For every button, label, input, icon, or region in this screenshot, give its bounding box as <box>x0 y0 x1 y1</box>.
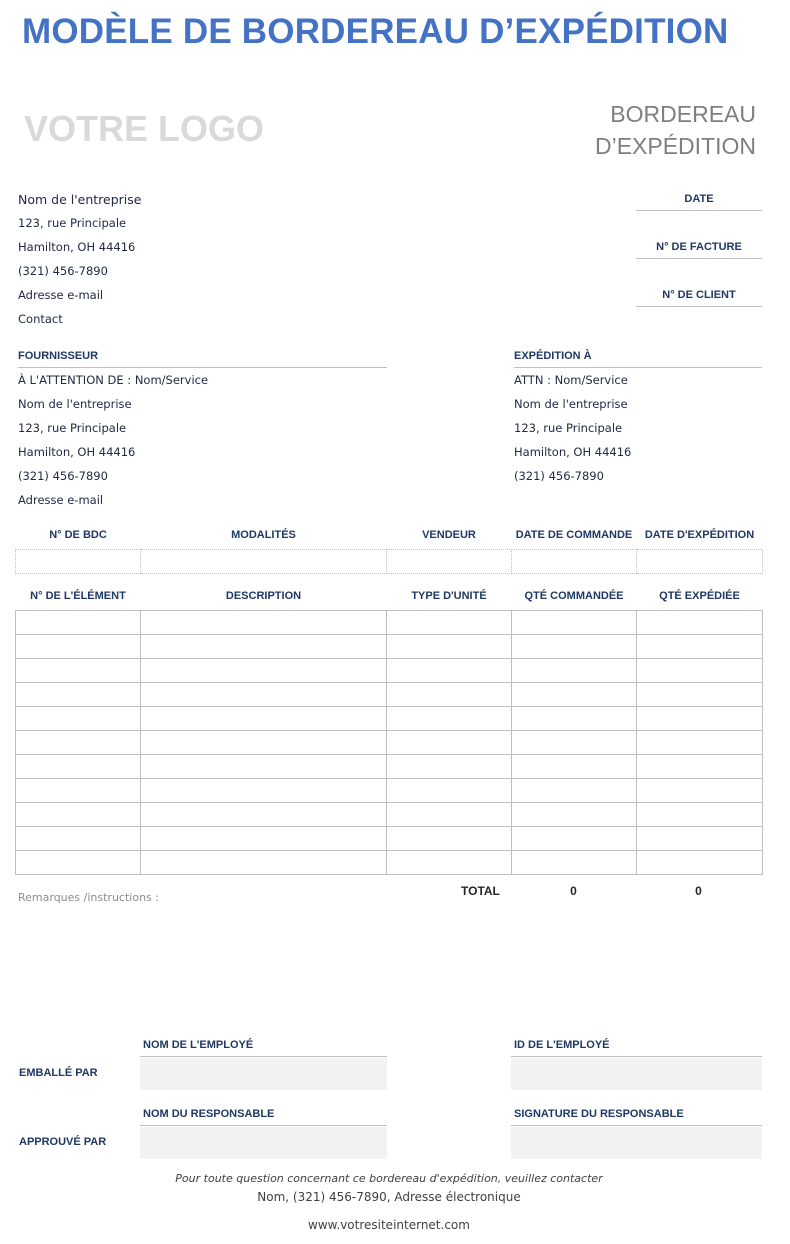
description-cell[interactable] <box>141 730 387 754</box>
total-qty-ordered: 0 <box>570 884 577 898</box>
remarks-label: Remarques /instructions : <box>18 891 159 904</box>
date-field[interactable] <box>636 193 762 211</box>
invoice-number-field[interactable] <box>636 241 762 259</box>
qty-ordered-cell[interactable] <box>512 730 637 754</box>
order-info-row <box>16 549 763 573</box>
approved-by-label: APPROUVÉ PAR <box>19 1136 107 1148</box>
sender-street[interactable]: 123, rue Principale <box>18 216 127 230</box>
order-date-cell[interactable] <box>512 549 637 573</box>
item-number-cell[interactable] <box>16 850 141 874</box>
document-title-line2: D’EXPÉDITION <box>594 133 756 159</box>
sender-email[interactable]: Adresse e-mail <box>18 288 104 302</box>
supplier-email[interactable]: Adresse e-mail <box>18 493 104 507</box>
unit-type-cell[interactable] <box>387 682 512 706</box>
header-item-number: N° DE L'ÉLÉMENT <box>30 590 126 602</box>
qty-ordered-cell[interactable] <box>512 658 637 682</box>
table-row <box>16 658 763 682</box>
manager-name-heading: NOM DU RESPONSABLE <box>140 1108 387 1126</box>
ship-to-heading: EXPÉDITION À <box>514 350 762 368</box>
qty-shipped-cell[interactable] <box>637 682 763 706</box>
header-qty-shipped: QTÉ EXPÉDIÉE <box>659 590 740 602</box>
qty-shipped-cell[interactable] <box>637 778 763 802</box>
description-cell[interactable] <box>141 850 387 874</box>
ship-to-city[interactable]: Hamilton, OH 44416 <box>514 445 632 459</box>
document-title-line1: BORDEREAU <box>610 101 756 127</box>
ship-to-company-name[interactable]: Nom de l'entreprise <box>514 397 628 411</box>
order-info-table <box>15 529 763 574</box>
employee-id-heading: ID DE L'EMPLOYÉ <box>511 1039 762 1057</box>
item-number-cell[interactable] <box>16 826 141 850</box>
header-vendor: VENDEUR <box>422 529 476 541</box>
table-row <box>16 730 763 754</box>
description-cell[interactable] <box>141 826 387 850</box>
vendor-cell[interactable] <box>387 549 512 573</box>
client-number-field[interactable] <box>636 289 762 307</box>
header-description: DESCRIPTION <box>225 590 302 602</box>
qty-shipped-cell[interactable] <box>637 658 763 682</box>
footer-contact: Nom, (321) 456-7890, Adresse électronique <box>257 1190 521 1204</box>
employee-name-heading: NOM DE L'EMPLOYÉ <box>140 1039 387 1057</box>
invoice-number-label: N° DE FACTURE <box>656 241 742 253</box>
sender-phone[interactable]: (321) 456-7890 <box>18 264 108 278</box>
item-number-cell[interactable] <box>16 778 141 802</box>
qty-shipped-cell[interactable] <box>637 610 763 634</box>
unit-type-cell[interactable] <box>387 658 512 682</box>
unit-type-cell[interactable] <box>387 802 512 826</box>
qty-ordered-cell[interactable] <box>512 754 637 778</box>
unit-type-cell[interactable] <box>387 706 512 730</box>
date-label: DATE <box>684 193 714 205</box>
header-terms: MODALITÉS <box>231 529 296 541</box>
table-row <box>16 610 763 634</box>
document-title <box>595 98 756 162</box>
table-row <box>16 754 763 778</box>
qty-ordered-cell[interactable] <box>512 802 637 826</box>
qty-ordered-cell[interactable] <box>512 610 637 634</box>
supplier-phone[interactable]: (321) 456-7890 <box>18 469 108 483</box>
table-row <box>16 778 763 802</box>
qty-ordered-cell[interactable] <box>512 682 637 706</box>
page-title: MODÈLE DE BORDEREAU D’EXPÉDITION <box>22 12 729 51</box>
items-body <box>16 610 763 874</box>
table-row <box>16 634 763 658</box>
table-row <box>16 826 763 850</box>
table-row <box>16 682 763 706</box>
table-row <box>16 850 763 874</box>
description-cell[interactable] <box>141 658 387 682</box>
table-row <box>16 706 763 730</box>
item-number-cell[interactable] <box>16 658 141 682</box>
sender-contact[interactable]: Contact <box>18 312 63 326</box>
items-table <box>15 590 763 875</box>
unit-type-cell[interactable] <box>387 634 512 658</box>
description-cell[interactable] <box>141 778 387 802</box>
supplier-city[interactable]: Hamilton, OH 44416 <box>18 445 136 459</box>
unit-type-cell[interactable] <box>387 778 512 802</box>
item-number-cell[interactable] <box>16 706 141 730</box>
sender-city[interactable]: Hamilton, OH 44416 <box>18 240 136 254</box>
item-number-cell[interactable] <box>16 634 141 658</box>
sender-company-name[interactable]: Nom de l'entreprise <box>18 192 142 207</box>
ship-to-street[interactable]: 123, rue Principale <box>514 421 623 435</box>
qty-shipped-cell[interactable] <box>637 706 763 730</box>
description-cell[interactable] <box>141 754 387 778</box>
description-cell[interactable] <box>141 682 387 706</box>
ship-to-phone[interactable]: (321) 456-7890 <box>514 469 604 483</box>
description-cell[interactable] <box>141 706 387 730</box>
item-number-cell[interactable] <box>16 802 141 826</box>
qty-ordered-cell[interactable] <box>512 850 637 874</box>
unit-type-cell[interactable] <box>387 826 512 850</box>
manager-name-field[interactable] <box>140 1127 387 1159</box>
qty-ordered-cell[interactable] <box>512 634 637 658</box>
logo-placeholder: VOTRE LOGO <box>24 108 265 149</box>
header-unit-type: TYPE D'UNITÉ <box>411 590 487 602</box>
po-number-cell[interactable] <box>16 549 141 573</box>
qty-shipped-cell[interactable] <box>637 754 763 778</box>
item-number-cell[interactable] <box>16 754 141 778</box>
unit-type-cell[interactable] <box>387 730 512 754</box>
ship-to-attention[interactable]: ATTN : Nom/Service <box>514 373 628 387</box>
supplier-company-name[interactable]: Nom de l'entreprise <box>18 397 132 411</box>
qty-ordered-cell[interactable] <box>512 706 637 730</box>
unit-type-cell[interactable] <box>387 850 512 874</box>
qty-shipped-cell[interactable] <box>637 730 763 754</box>
header-order-date: DATE DE COMMANDE <box>515 529 633 541</box>
description-cell[interactable] <box>141 634 387 658</box>
item-number-cell[interactable] <box>16 730 141 754</box>
item-number-cell[interactable] <box>16 682 141 706</box>
supplier-heading: FOURNISSEUR <box>18 350 387 368</box>
qty-shipped-cell[interactable] <box>637 826 763 850</box>
client-number-label: N° DE CLIENT <box>662 289 736 301</box>
footer-note: Pour toute question concernant ce bordereau d'expédition, veuillez contacter <box>175 1172 603 1185</box>
description-cell[interactable] <box>141 610 387 634</box>
header-po-number: N° DE BDC <box>49 529 107 541</box>
manager-signature-heading: SIGNATURE DU RESPONSABLE <box>511 1108 762 1126</box>
item-number-cell[interactable] <box>16 610 141 634</box>
header-qty-ordered: QTÉ COMMANDÉE <box>524 590 624 602</box>
qty-ordered-cell[interactable] <box>512 778 637 802</box>
manager-signature-field[interactable] <box>511 1127 762 1159</box>
terms-cell[interactable] <box>141 549 387 573</box>
ship-date-cell[interactable] <box>637 549 763 573</box>
table-row <box>16 802 763 826</box>
header-ship-date: DATE D'EXPÉDITION <box>644 529 755 541</box>
employee-name-field[interactable] <box>140 1058 387 1090</box>
qty-shipped-cell[interactable] <box>637 634 763 658</box>
description-cell[interactable] <box>141 802 387 826</box>
qty-ordered-cell[interactable] <box>512 826 637 850</box>
unit-type-cell[interactable] <box>387 610 512 634</box>
supplier-attention[interactable]: À L'ATTENTION DE : Nom/Service <box>18 373 209 387</box>
unit-type-cell[interactable] <box>387 754 512 778</box>
supplier-street[interactable]: 123, rue Principale <box>18 421 127 435</box>
qty-shipped-cell[interactable] <box>637 850 763 874</box>
footer-website[interactable]: www.votresiteinternet.com <box>308 1218 470 1232</box>
packed-by-label: EMBALLÉ PAR <box>19 1067 98 1079</box>
employee-id-field[interactable] <box>511 1058 762 1090</box>
total-qty-shipped: 0 <box>695 884 702 898</box>
qty-shipped-cell[interactable] <box>637 802 763 826</box>
total-label: TOTAL <box>461 884 500 898</box>
